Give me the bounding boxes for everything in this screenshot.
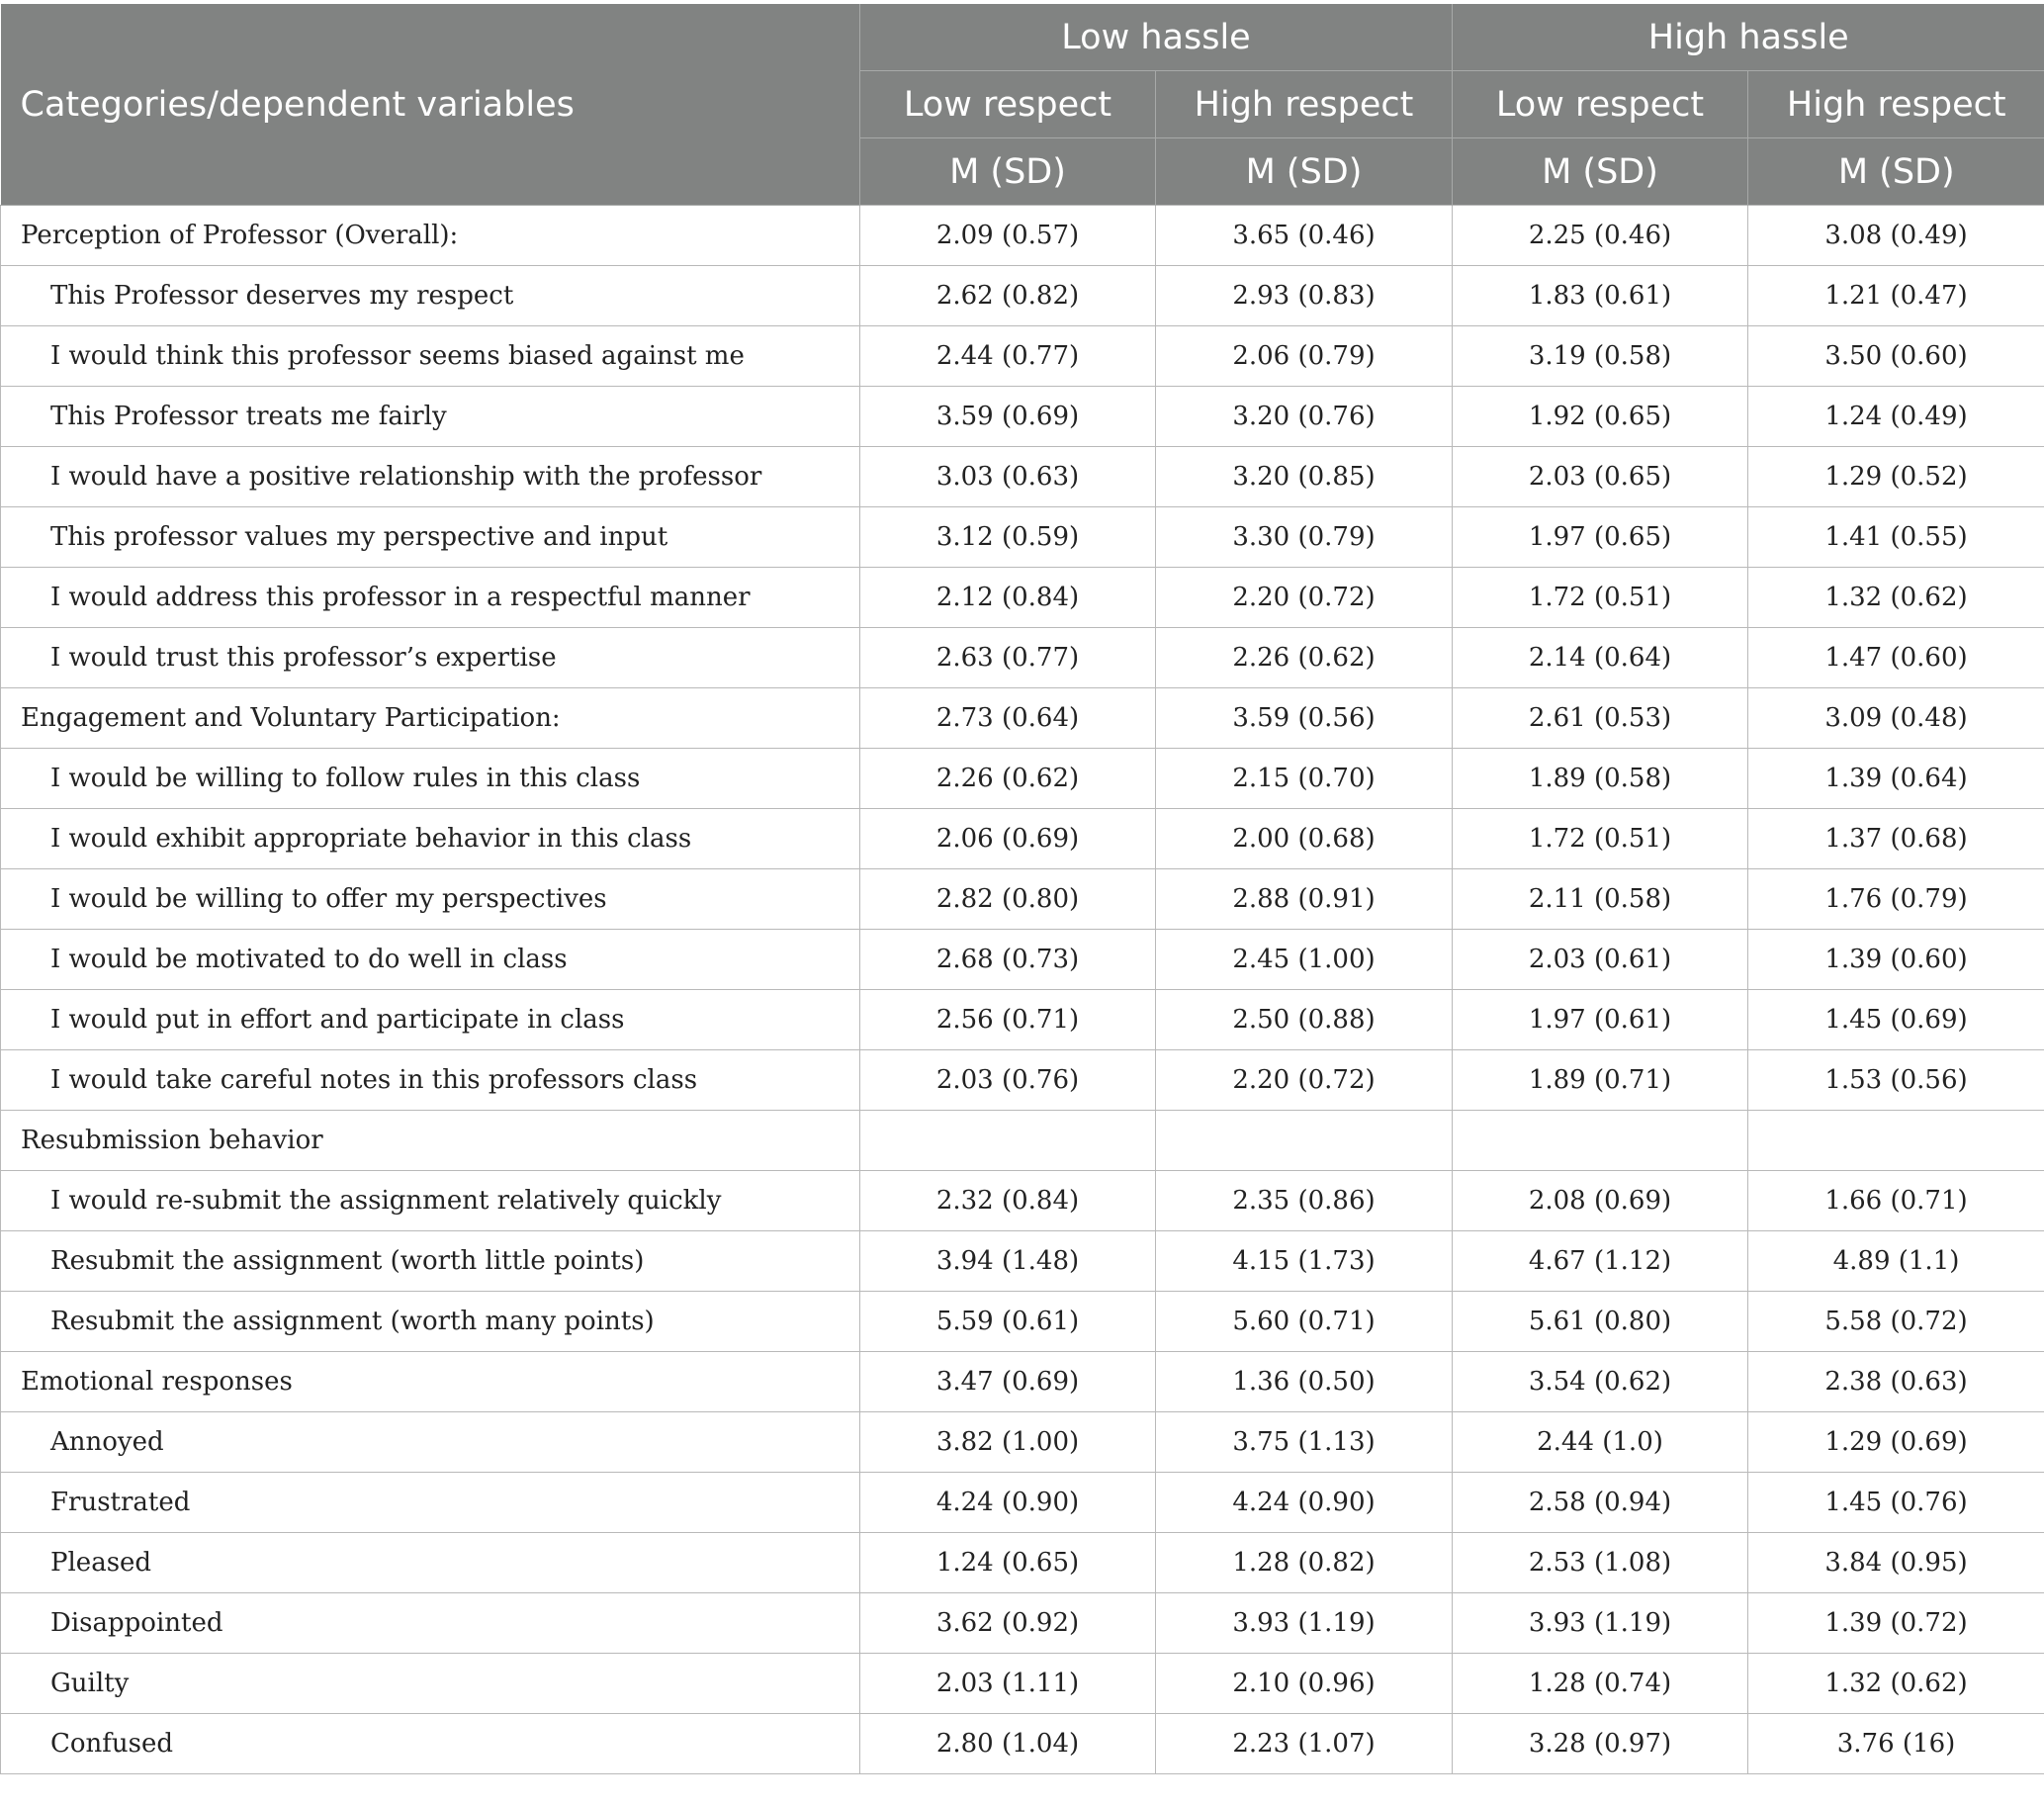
item-label: I would take careful notes in this professors class [1,1050,860,1111]
value-cell: 2.58 (0.94) [1453,1473,1748,1533]
value-cell: 1.39 (0.64) [1748,749,2044,809]
item-label: I would exhibit appropriate behavior in this class [1,809,860,869]
value-cell: 4.67 (1.12) [1453,1231,1748,1292]
value-cell: 2.25 (0.46) [1453,206,1748,266]
value-cell: 1.97 (0.61) [1453,990,1748,1050]
value-cell: 2.26 (0.62) [1156,628,1453,688]
value-cell: 3.65 (0.46) [1156,206,1453,266]
value-cell: 1.45 (0.76) [1748,1473,2044,1533]
item-label: Resubmit the assignment (worth little points) [1,1231,860,1292]
table-row [1,1050,2044,1111]
table-row [1,1231,2044,1292]
table-header [1,4,2044,206]
value-cell: 4.24 (0.90) [860,1473,1156,1533]
item-label: I would be willing to offer my perspectives [1,869,860,930]
value-cell: 3.03 (0.63) [860,447,1156,507]
value-cell: 5.59 (0.61) [860,1292,1156,1352]
table-row [1,1412,2044,1473]
value-cell: 2.09 (0.57) [860,206,1156,266]
value-cell: 3.62 (0.92) [860,1593,1156,1654]
value-cell: 2.06 (0.69) [860,809,1156,869]
item-label: This Professor deserves my respect [1,266,860,326]
value-cell: 2.06 (0.79) [1156,326,1453,387]
value-cell [860,1111,1156,1171]
value-cell: 3.20 (0.85) [1156,447,1453,507]
group-header-low-hassle: Low hassle [860,4,1453,71]
value-cell: 4.24 (0.90) [1156,1473,1453,1533]
value-cell: 2.08 (0.69) [1453,1171,1748,1231]
value-cell: 1.76 (0.79) [1748,869,2044,930]
item-label: Pleased [1,1533,860,1593]
table-row [1,1292,2044,1352]
table-row [1,749,2044,809]
value-cell: 2.63 (0.77) [860,628,1156,688]
value-cell: 1.39 (0.72) [1748,1593,2044,1654]
value-cell: 3.54 (0.62) [1453,1352,1748,1412]
table-row [1,1533,2044,1593]
table-row [1,387,2044,447]
value-cell: 2.88 (0.91) [1156,869,1453,930]
table-row [1,688,2044,749]
value-cell: 2.14 (0.64) [1453,628,1748,688]
value-cell: 2.00 (0.68) [1156,809,1453,869]
results-table [0,4,2044,1774]
category-label: Emotional responses [1,1352,860,1412]
value-cell: 1.39 (0.60) [1748,930,2044,990]
value-cell: 1.32 (0.62) [1748,1654,2044,1714]
value-cell: 2.10 (0.96) [1156,1654,1453,1714]
subgroup-header: High respect [1748,71,2044,138]
value-cell: 1.89 (0.71) [1453,1050,1748,1111]
value-cell: 2.20 (0.72) [1156,1050,1453,1111]
stat-header: M (SD) [1453,138,1748,206]
category-label: Resubmission behavior [1,1111,860,1171]
value-cell: 3.30 (0.79) [1156,507,1453,568]
value-cell: 2.44 (1.0) [1453,1412,1748,1473]
value-cell: 5.61 (0.80) [1453,1292,1748,1352]
value-cell: 1.28 (0.74) [1453,1654,1748,1714]
item-label: I would put in effort and participate in class [1,990,860,1050]
corner-header: Categories/dependent variables [1,4,860,206]
value-cell: 5.60 (0.71) [1156,1292,1453,1352]
table-row [1,1111,2044,1171]
value-cell: 2.20 (0.72) [1156,568,1453,628]
item-label: Guilty [1,1654,860,1714]
item-label: I would trust this professor’s expertise [1,628,860,688]
value-cell: 1.72 (0.51) [1453,809,1748,869]
value-cell: 1.83 (0.61) [1453,266,1748,326]
table-row [1,447,2044,507]
value-cell: 3.82 (1.00) [860,1412,1156,1473]
value-cell: 1.24 (0.65) [860,1533,1156,1593]
value-cell: 2.03 (0.61) [1453,930,1748,990]
value-cell: 5.58 (0.72) [1748,1292,2044,1352]
table-row [1,1714,2044,1774]
value-cell: 3.08 (0.49) [1748,206,2044,266]
value-cell: 3.59 (0.69) [860,387,1156,447]
value-cell: 1.24 (0.49) [1748,387,2044,447]
value-cell: 1.72 (0.51) [1453,568,1748,628]
value-cell: 2.56 (0.71) [860,990,1156,1050]
value-cell: 1.66 (0.71) [1748,1171,2044,1231]
value-cell: 2.03 (0.76) [860,1050,1156,1111]
value-cell: 2.50 (0.88) [1156,990,1453,1050]
value-cell: 2.15 (0.70) [1156,749,1453,809]
value-cell: 3.76 (16) [1748,1714,2044,1774]
value-cell: 2.26 (0.62) [860,749,1156,809]
value-cell: 2.73 (0.64) [860,688,1156,749]
table-row [1,1593,2044,1654]
table-row [1,1473,2044,1533]
table-row [1,266,2044,326]
item-label: I would think this professor seems biased against me [1,326,860,387]
item-label: I would have a positive relationship with the professor [1,447,860,507]
table-row [1,206,2044,266]
value-cell: 4.15 (1.73) [1156,1231,1453,1292]
category-label: Engagement and Voluntary Participation: [1,688,860,749]
table-row [1,930,2044,990]
value-cell [1748,1111,2044,1171]
value-cell: 1.37 (0.68) [1748,809,2044,869]
value-cell: 1.47 (0.60) [1748,628,2044,688]
value-cell: 2.82 (0.80) [860,869,1156,930]
table-row [1,1654,2044,1714]
value-cell: 2.68 (0.73) [860,930,1156,990]
table-body [1,206,2044,1774]
value-cell: 3.09 (0.48) [1748,688,2044,749]
value-cell: 2.23 (1.07) [1156,1714,1453,1774]
table-row [1,568,2044,628]
value-cell: 3.94 (1.48) [860,1231,1156,1292]
category-label: Perception of Professor (Overall): [1,206,860,266]
value-cell: 2.03 (1.11) [860,1654,1156,1714]
table-row [1,869,2044,930]
value-cell: 1.92 (0.65) [1453,387,1748,447]
item-label: I would be motivated to do well in class [1,930,860,990]
value-cell: 2.80 (1.04) [860,1714,1156,1774]
table-row [1,1352,2044,1412]
item-label: This professor values my perspective and input [1,507,860,568]
value-cell: 3.19 (0.58) [1453,326,1748,387]
item-label: I would re-submit the assignment relatively quickly [1,1171,860,1231]
item-label: Frustrated [1,1473,860,1533]
value-cell: 3.84 (0.95) [1748,1533,2044,1593]
value-cell: 2.32 (0.84) [860,1171,1156,1231]
subgroup-header: Low respect [860,71,1156,138]
value-cell: 1.97 (0.65) [1453,507,1748,568]
value-cell: 1.45 (0.69) [1748,990,2044,1050]
table-row [1,1171,2044,1231]
value-cell: 1.41 (0.55) [1748,507,2044,568]
value-cell: 3.93 (1.19) [1156,1593,1453,1654]
value-cell: 2.62 (0.82) [860,266,1156,326]
table-row [1,990,2044,1050]
value-cell: 4.89 (1.1) [1748,1231,2044,1292]
value-cell: 1.36 (0.50) [1156,1352,1453,1412]
item-label: This Professor treats me fairly [1,387,860,447]
value-cell: 3.20 (0.76) [1156,387,1453,447]
value-cell [1156,1111,1453,1171]
value-cell: 3.28 (0.97) [1453,1714,1748,1774]
item-label: Annoyed [1,1412,860,1473]
value-cell: 1.53 (0.56) [1748,1050,2044,1111]
value-cell: 2.35 (0.86) [1156,1171,1453,1231]
value-cell: 3.47 (0.69) [860,1352,1156,1412]
value-cell: 2.12 (0.84) [860,568,1156,628]
item-label: Disappointed [1,1593,860,1654]
value-cell: 2.11 (0.58) [1453,869,1748,930]
value-cell: 3.93 (1.19) [1453,1593,1748,1654]
table-row [1,628,2044,688]
value-cell: 1.89 (0.58) [1453,749,1748,809]
stat-header: M (SD) [1748,138,2044,206]
item-label: Resubmit the assignment (worth many points) [1,1292,860,1352]
value-cell: 2.53 (1.08) [1453,1533,1748,1593]
subgroup-header: Low respect [1453,71,1748,138]
value-cell: 2.93 (0.83) [1156,266,1453,326]
stat-header: M (SD) [860,138,1156,206]
value-cell: 1.29 (0.52) [1748,447,2044,507]
value-cell: 1.21 (0.47) [1748,266,2044,326]
value-cell: 1.32 (0.62) [1748,568,2044,628]
subgroup-header: High respect [1156,71,1453,138]
stat-header: M (SD) [1156,138,1453,206]
value-cell: 2.61 (0.53) [1453,688,1748,749]
table-row [1,809,2044,869]
value-cell: 3.12 (0.59) [860,507,1156,568]
value-cell: 2.44 (0.77) [860,326,1156,387]
item-label: Confused [1,1714,860,1774]
value-cell: 3.75 (1.13) [1156,1412,1453,1473]
value-cell: 1.28 (0.82) [1156,1533,1453,1593]
table-row [1,326,2044,387]
value-cell [1453,1111,1748,1171]
table-row [1,507,2044,568]
value-cell: 2.45 (1.00) [1156,930,1453,990]
value-cell: 2.03 (0.65) [1453,447,1748,507]
value-cell: 2.38 (0.63) [1748,1352,2044,1412]
group-header-high-hassle: High hassle [1453,4,2044,71]
value-cell: 1.29 (0.69) [1748,1412,2044,1473]
value-cell: 3.50 (0.60) [1748,326,2044,387]
item-label: I would address this professor in a respectful manner [1,568,860,628]
value-cell: 3.59 (0.56) [1156,688,1453,749]
item-label: I would be willing to follow rules in this class [1,749,860,809]
